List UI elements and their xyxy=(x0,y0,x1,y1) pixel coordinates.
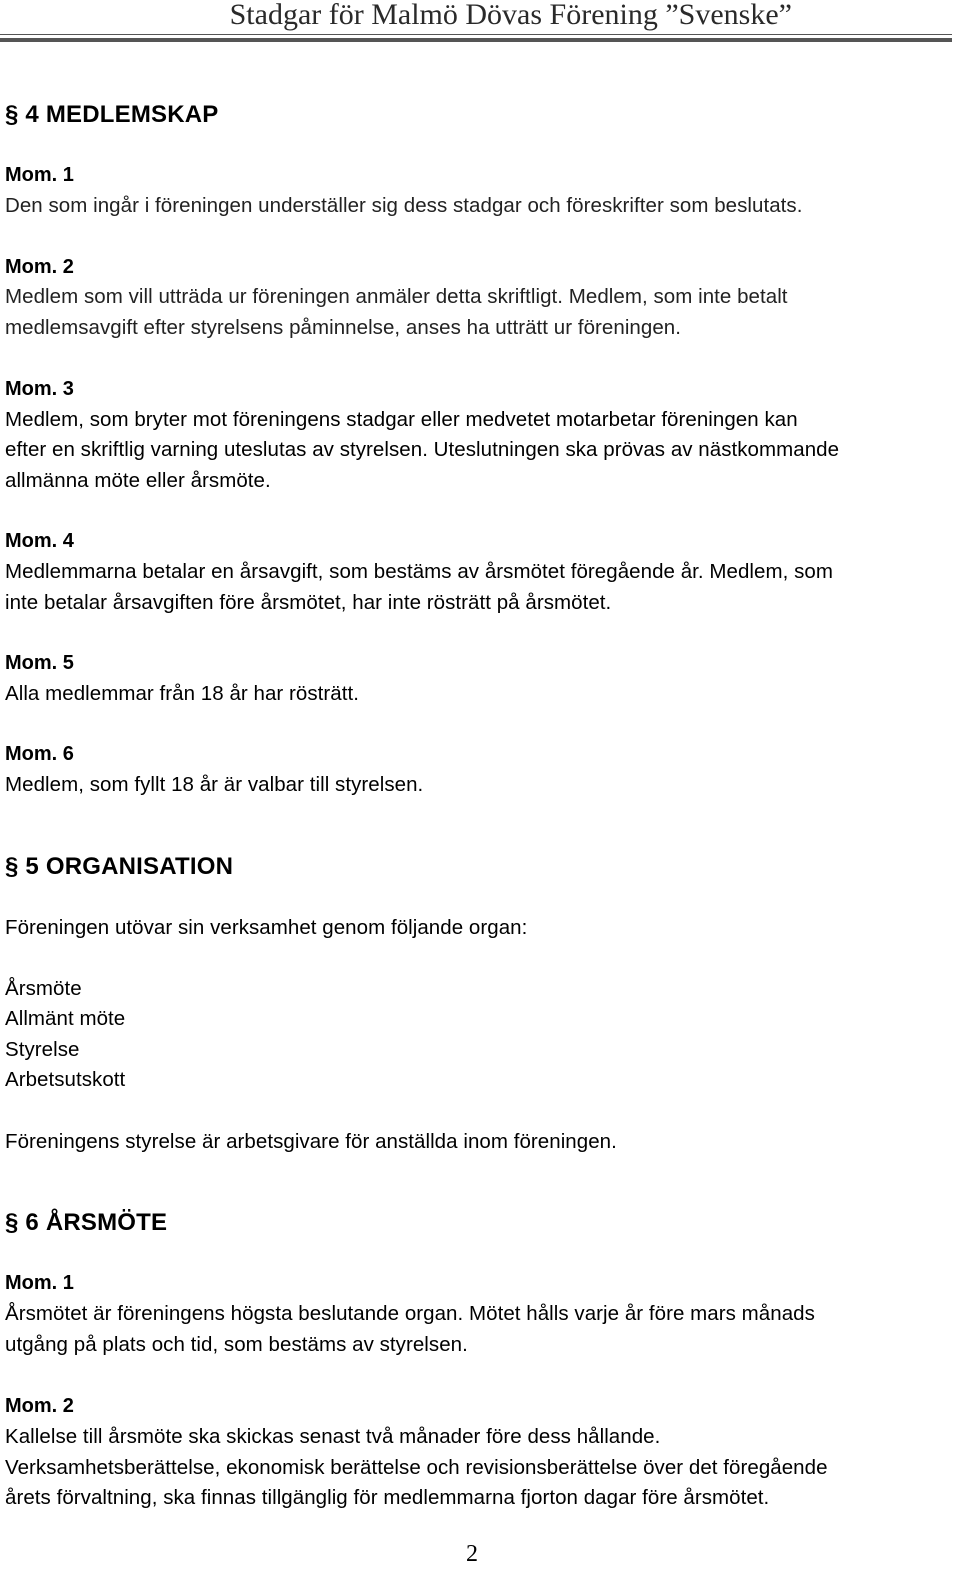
page-number: 2 xyxy=(466,1541,478,1567)
organ-list-item: Årsmöte xyxy=(5,977,82,1000)
employer-statement: Föreningens styrelse är arbetsgivare för anställda inom föreningen. xyxy=(5,1130,617,1153)
clause-text: Medlem som vill utträda ur föreningen anmäler detta skriftligt. Medlem, som inte betalt xyxy=(5,285,788,308)
document-title: Stadgar för Malmö Dövas Förening ”Svenske” xyxy=(229,0,792,31)
clause-text: medlemsavgift efter styrelsens påminnelse, anses ha utträtt ur föreningen. xyxy=(5,316,681,339)
organ-list-item: Arbetsutskott xyxy=(5,1068,126,1091)
clause-text: Verksamhetsberättelse, ekonomisk berättelse och revisionsberättelse över det föregående xyxy=(5,1456,828,1479)
header-divider-thin xyxy=(0,34,952,35)
clause-text: Den som ingår i föreningen underställer sig dess stadgar och föreskrifter som beslutats. xyxy=(5,194,803,217)
organisation-intro: Föreningen utövar sin verksamhet genom följande organ: xyxy=(5,916,528,939)
clause-text: efter en skriftlig varning uteslutas av styrelsen. Uteslutningen ska prövas av nästkommande xyxy=(5,438,840,461)
clause-label: Mom. 3 xyxy=(5,378,74,400)
clause-text: Medlem, som fyllt 18 år är valbar till styrelsen. xyxy=(5,773,424,796)
section-heading-membership: § 4 MEDLEMSKAP xyxy=(5,101,219,128)
header-divider-thick xyxy=(0,38,952,42)
clause-text: allmänna möte eller årsmöte. xyxy=(5,469,271,492)
clause-text: utgång på plats och tid, som bestäms av styrelsen. xyxy=(5,1333,468,1356)
clause-text: Årsmötet är föreningens högsta beslutande organ. Mötet hålls varje år före mars månads xyxy=(5,1302,815,1325)
organ-list-item: Allmänt möte xyxy=(5,1007,126,1030)
clause-text: Alla medlemmar från 18 år har rösträtt. xyxy=(5,682,359,705)
clause-label: Mom. 2 xyxy=(5,256,74,278)
clause-label: Mom. 5 xyxy=(5,652,74,674)
page-header xyxy=(0,0,952,46)
clause-label: Mom. 2 xyxy=(5,1395,74,1417)
clause-text: inte betalar årsavgiften före årsmötet, har inte rösträtt på årsmötet. xyxy=(5,591,612,614)
clause-label: Mom. 1 xyxy=(5,1272,74,1294)
section-heading-annual-meeting: § 6 ÅRSMÖTE xyxy=(5,1209,168,1236)
clause-text: årets förvaltning, ska finnas tillgänglig för medlemmarna fjorton dagar före årsmötet. xyxy=(5,1486,770,1509)
clause-text: Medlem, som bryter mot föreningens stadgar eller medvetet motarbetar föreningen kan xyxy=(5,408,798,431)
clause-label: Mom. 6 xyxy=(5,743,74,765)
section-heading-organisation: § 5 ORGANISATION xyxy=(5,853,234,880)
organ-list-item: Styrelse xyxy=(5,1038,80,1061)
clause-text: Medlemmarna betalar en årsavgift, som bestäms av årsmötet föregående år. Medlem, som xyxy=(5,560,833,583)
clause-text: Kallelse till årsmöte ska skickas senast två månader före dess hållande. xyxy=(5,1425,661,1448)
clause-label: Mom. 4 xyxy=(5,530,74,552)
clause-label: Mom. 1 xyxy=(5,164,74,186)
